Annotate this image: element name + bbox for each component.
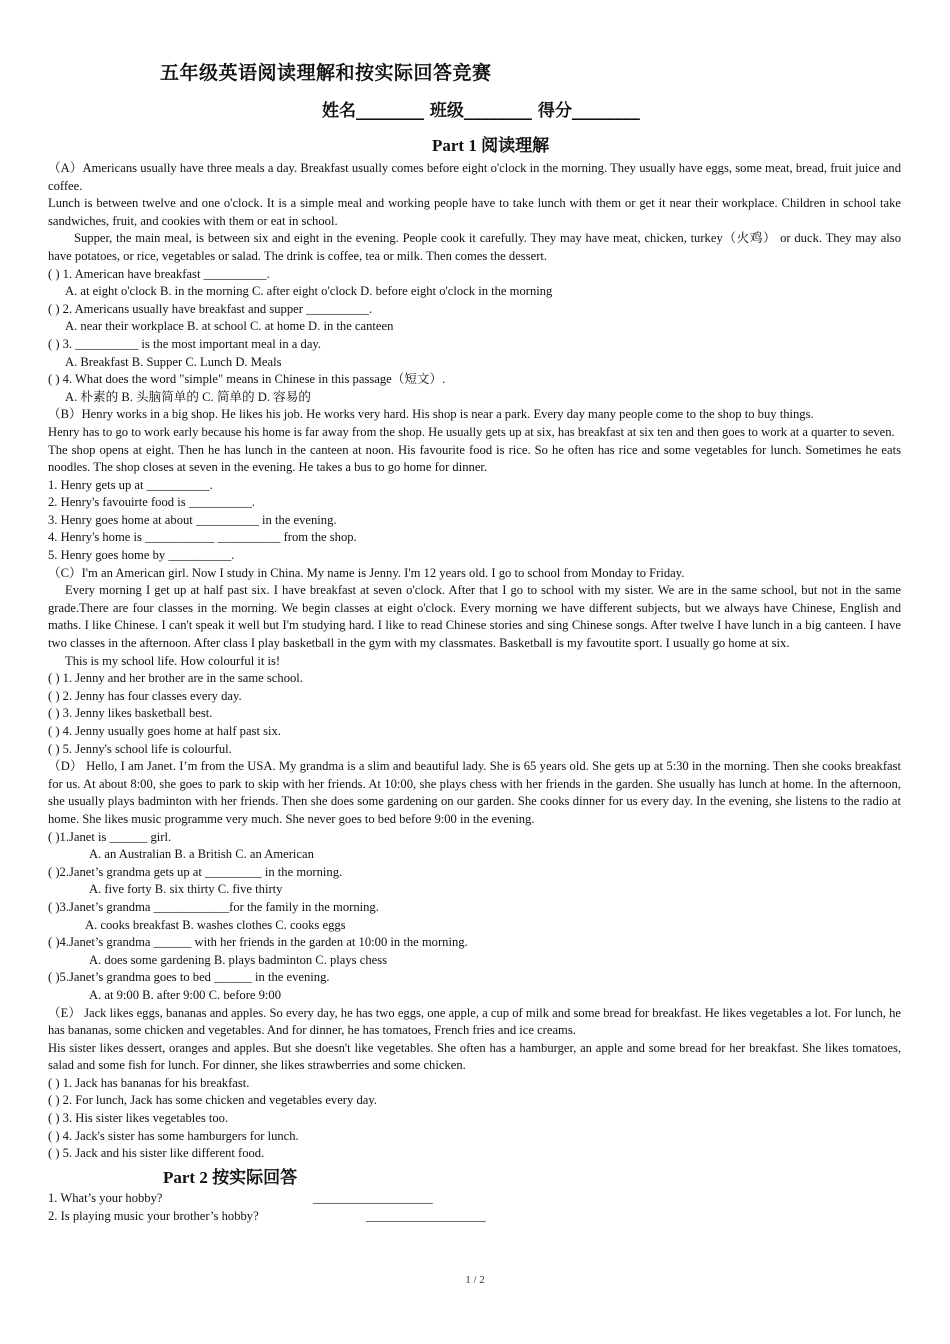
question: 2. Henry's favouirte food is __________. xyxy=(48,495,255,510)
question: ( ) 3. __________ is the most important meal in a day. xyxy=(48,336,322,351)
question-options: A. 朴素的 B. 头脑简单的 C. 简单的 D. 容易的 xyxy=(65,389,311,404)
section-b xyxy=(48,406,901,564)
passage-paragraph: （D） Hello, I am Janet. I’m from the USA. My grandma is a slim and beautiful lady. She is 65 years old. She gets up at 5:30 in the morning. Then she cooks breakfast for us. At about 8:00, she goes to park to skip with her friends. At 10:00, she plays chess with her friends in the garden. She usually has lunch at home. In the afternoon, she usually plays badminton with her friends. Then she does some gardening on our garden. She cooks dinner for us every day. In the evening, she listens to the radio at home. She likes music programme very much. She never goes to bed before 9:00 in the evening. xyxy=(48,759,901,826)
question-options: A. near their workplace B. at school C. at home D. in the canteen xyxy=(65,319,394,334)
question: 2. Is playing music your brother’s hobby? xyxy=(48,1209,259,1224)
question-options: A. at eight o'clock B. in the morning C. after eight o'clock D. before eight o'clock in the morning xyxy=(65,284,553,299)
student-info-line: 姓名________ 班级________ 得分________ xyxy=(322,101,640,121)
document-title: 五年级英语阅读理解和按实际回答竞赛 xyxy=(160,62,492,84)
part1-heading: Part 1 阅读理解 xyxy=(432,136,550,155)
question: ( ) 1. Jenny and her brother are in the same school. xyxy=(48,671,303,686)
question: ( )1.Janet is ______ girl. xyxy=(48,829,172,844)
question-options: A. five forty B. six thirty C. five thirty xyxy=(89,882,283,897)
passage-paragraph: Every morning I get up at half past six. I have breakfast at seven o'clock. After that I go to school with my sister. We are in the same school, but not in the same grade.There are four classes in the morning. We begin classes at eight o'clock. Every morning we have different subjects, but we always have Chinese, English and maths. I like Chinese. I can't speak it well but I'm studying hard. I like to read Chinese stories and sing Chinese songs. After twelve I have lunch in a big canteen. I have two classes in the afternoon. After class I play basketball in the gym with my classmates. Basketball is my favoutite sport. I usually go home at six. xyxy=(48,583,901,651)
question: ( ) 4. Jack's sister has some hamburgers for lunch. xyxy=(48,1128,299,1143)
section-c xyxy=(48,565,901,759)
passage-paragraph: （C）I'm an American girl. Now I study in China. My name is Jenny. I'm 12 years old. I go to school from Monday to Friday. xyxy=(48,565,685,580)
question: ( ) 3. Jenny likes basketball best. xyxy=(48,706,213,721)
answer-row xyxy=(48,1208,901,1226)
question-options: A. at 9:00 B. after 9:00 C. before 9:00 xyxy=(89,987,282,1002)
question: ( ) 1. American have breakfast __________. xyxy=(48,266,270,281)
passage-paragraph: （E） Jack likes eggs, bananas and apples. So every day, he has two eggs, one apple, a cup of milk and some bread for breakfast. He likes vegetables a lot. For lunch, he has bananas, some chicken and vegetables. And for dinner, he has tomatoes, French fries and ice creams. xyxy=(48,1005,901,1038)
question: ( ) 1. Jack has bananas for his breakfast. xyxy=(48,1075,250,1090)
passage-paragraph: His sister likes dessert, oranges and apples. But she doesn't like vegetables. She often has a hamburger, an apple and some bread for her breakfast. She likes tomatoes, salad and some fish for lunch. For dinner, she likes strawberries and some chicken. xyxy=(48,1040,901,1073)
question: ( ) 4. What does the word "simple" means in Chinese in this passage（短文）. xyxy=(48,372,446,387)
passage-paragraph: Lunch is between twelve and one o'clock. It is a simple meal and working people have to take lunch with them or get it near their workplace. Children in school take sandwiches, fruit, and cookies with them or eat in school. xyxy=(48,196,901,228)
question: 4. Henry's home is ___________ __________ from the shop. xyxy=(48,530,357,545)
passage-paragraph: The shop opens at eight. Then he has lunch in the canteen at noon. His favourite food is rice. So he often has rice and some vegetables for lunch. Sometimes he eats noodles. The shop closes at seven in the evening. He takes a bus to go home for dinner. xyxy=(48,442,901,475)
question: ( ) 5. Jack and his sister like different food. xyxy=(48,1146,265,1161)
question: 1. What’s your hobby? xyxy=(48,1191,163,1206)
question: 1. Henry gets up at __________. xyxy=(48,477,213,492)
question: ( )5.Janet’s grandma goes to bed ______ in the evening. xyxy=(48,970,330,985)
question-options: A. an Australian B. a British C. an American xyxy=(89,847,314,862)
question: ( )3.Janet’s grandma ____________for the family in the morning. xyxy=(48,899,379,914)
question: ( )4.Janet’s grandma ______ with her friends in the garden at 10:00 in the morning. xyxy=(48,935,468,950)
passage-paragraph: （B）Henry works in a big shop. He likes his job. He works very hard. His shop is near a park. Every day many people come to the shop to buy things. xyxy=(48,407,814,422)
section-e xyxy=(48,1005,901,1163)
question-options: A. cooks breakfast B. washes clothes C. cooks eggs xyxy=(85,917,346,932)
question: ( ) 4. Jenny usually goes home at half past six. xyxy=(48,724,281,738)
question: ( ) 2. Americans usually have breakfast and supper __________. xyxy=(48,301,373,316)
question: 5. Henry goes home by __________. xyxy=(48,548,235,563)
question: ( ) 2. For lunch, Jack has some chicken and vegetables every day. xyxy=(48,1093,377,1108)
section-a xyxy=(48,160,901,406)
passage-paragraph: （A）Americans usually have three meals a day. Breakfast usually comes before eight o'clock in the morning. They usually have eggs, some meat, bread, fruit juice and coffee. xyxy=(48,161,901,193)
answer-blank: ___________________ xyxy=(313,1191,433,1206)
question: ( ) 2. Jenny has four classes every day. xyxy=(48,688,242,703)
answer-row xyxy=(48,1190,901,1208)
answer-blank: ___________________ xyxy=(366,1209,486,1224)
question: 3. Henry goes home at about __________ in the evening. xyxy=(48,512,337,527)
part2-heading: Part 2 按实际回答 xyxy=(163,1167,298,1187)
question-options: A. Breakfast B. Supper C. Lunch D. Meals xyxy=(65,354,282,369)
question: ( )2.Janet’s grandma gets up at _________ in the morning. xyxy=(48,864,343,879)
passage-paragraph: This is my school life. How colourful it is! xyxy=(65,653,281,668)
section-d xyxy=(48,758,901,1004)
document-body xyxy=(48,160,901,1226)
passage-paragraph: Henry has to go to work early because his home is far away from the shop. He usually gets up at six, has breakfast at six ten and then goes to work at a quarter to seven. xyxy=(48,424,895,439)
passage-paragraph: Supper, the main meal, is between six and eight in the evening. People cook it carefully. They may have meat, chicken, turkey（火鸡） or duck. They may also have potatoes, or rice, vegetables or salad. The drink is coffee, tea or milk. Then comes the dessert. xyxy=(48,231,901,263)
question: ( ) 5. Jenny's school life is colourful. xyxy=(48,741,232,756)
page-number: 1 / 2 xyxy=(465,1274,485,1286)
question: ( ) 3. His sister likes vegetables too. xyxy=(48,1111,229,1126)
question-options: A. does some gardening B. plays badminton C. plays chess xyxy=(89,952,388,967)
